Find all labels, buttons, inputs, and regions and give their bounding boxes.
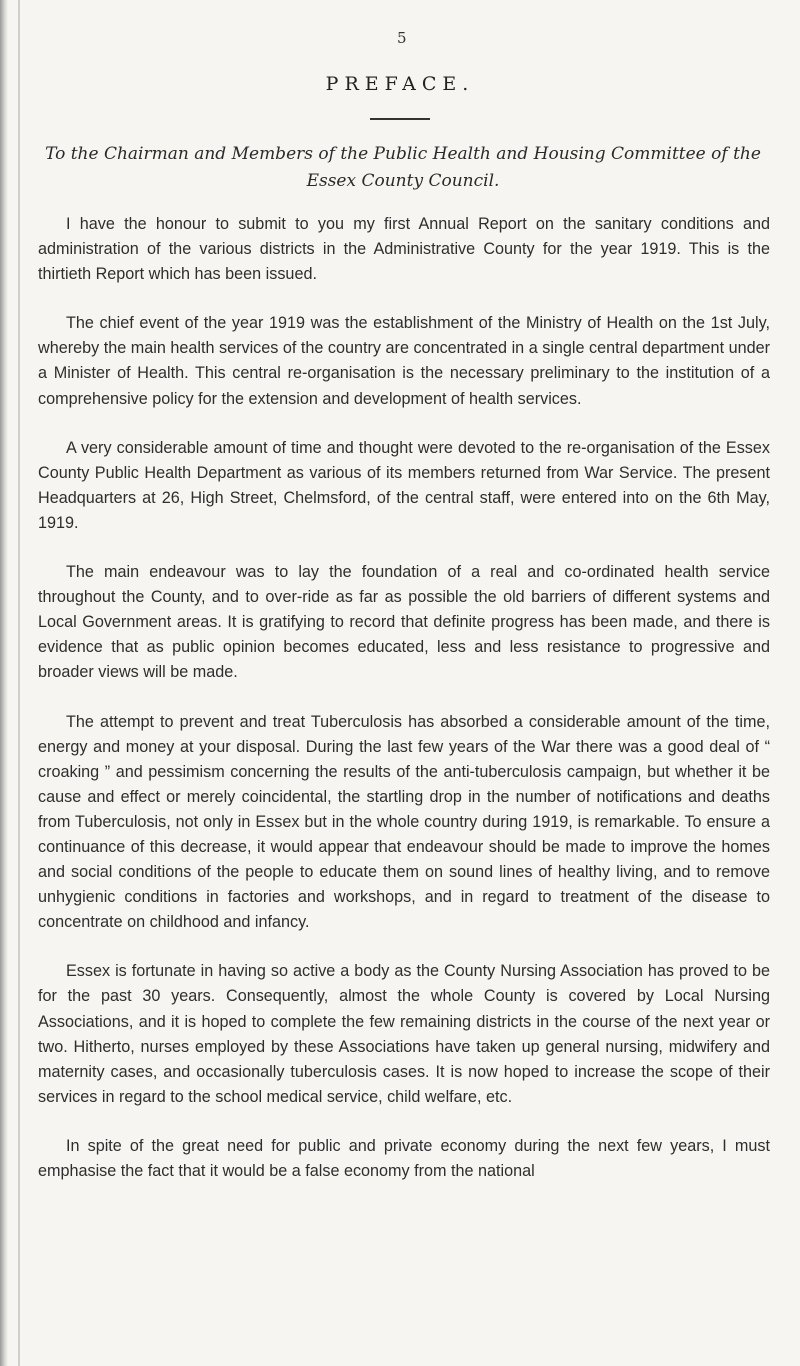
title-divider	[370, 118, 430, 120]
binding-rule	[18, 0, 20, 1366]
paragraph-ministry-of-health: The chief event of the year 1919 was the establishment of the Ministry of Health on the 1st July, whereby the main health services of the country are concentrated in a single central department under a Minister of Health. This central re-organisation is the necessary preliminary to the institution of a comprehensive policy for the extension and development of health services.	[38, 314, 770, 408]
paragraph-health-service: The main endeavour was to lay the foundation of a real and co-ordinated health service throughout the County, and to over-ride as far as possible the old barriers of different systems and Local Government areas. It is gratifying to record that definite progress has been made, and there is evidence that as public opinion becomes educated, less and less resistance to progressive and broader views will be made.	[38, 563, 770, 682]
address-line-2: Essex County Council.	[306, 171, 500, 191]
page-number: 5	[397, 29, 407, 47]
address-heading	[38, 141, 768, 195]
binding-edge	[0, 0, 8, 1366]
paragraph-nursing-association: Essex is fortunate in having so active a body as the County Nursing Association has proved to be for the past 30 years. Consequently, almost the whole County is covered by Local Nursing Associations, and it is hoped to complete the few remaining districts in the course of the next year or two. Hitherto, nurses employed by these Associations have taken up general nursing, midwifery and maternity cases, and occasionally tuberculosis cases. It is now hoped to increase the scope of their services in regard to the school medical service, child welfare, etc.	[38, 962, 770, 1106]
paragraph-economy: In spite of the great need for public and private economy during the next few years, I must emphasise the fact that it would be a false economy from the national	[38, 1136, 770, 1180]
paragraph-reorganisation: A very considerable amount of time and thought were devoted to the re-organisation of the Essex County Public Health Department as various of its members returned from War Service. The present Headquarters at 26, High Street, Chelmsford, of the central staff, were entered into on the 6th May, 1919.	[38, 438, 770, 532]
page-title: PREFACE.	[325, 73, 475, 95]
paragraph-tuberculosis: The attempt to prevent and treat Tuberculosis has absorbed a considerable amount of the time, energy and money at your disposal. During the last few years of the War there was a good deal of “ croaking ” and pessimism concerning the results of the anti-tuberculosis campaign, but whether it be cause and effect or merely coincidental, the startling drop in the number of notifications and deaths from Tuberculosis, not only in Essex but in the whole country during 1919, is remarkable. To ensure a continuance of this decrease, it would appear that endeavour should be made to improve the homes and social conditions of the people to educate them on sound lines of healthy living, and to remove unhygienic conditions in factories and workshops, and in regard to treatment of the disease to concentrate on childhood and infancy.	[38, 712, 770, 932]
paragraph-report-intro: I have the honour to submit to you my first Annual Report on the sanitary conditions and administration of the various districts in the Administrative County for the year 1919. This is the thirtieth Report which has been issued.	[38, 215, 770, 284]
address-line-1: To the Chairman and Members of the Public Health and Housing Committee of the	[45, 144, 761, 164]
preface-body	[38, 212, 770, 1208]
